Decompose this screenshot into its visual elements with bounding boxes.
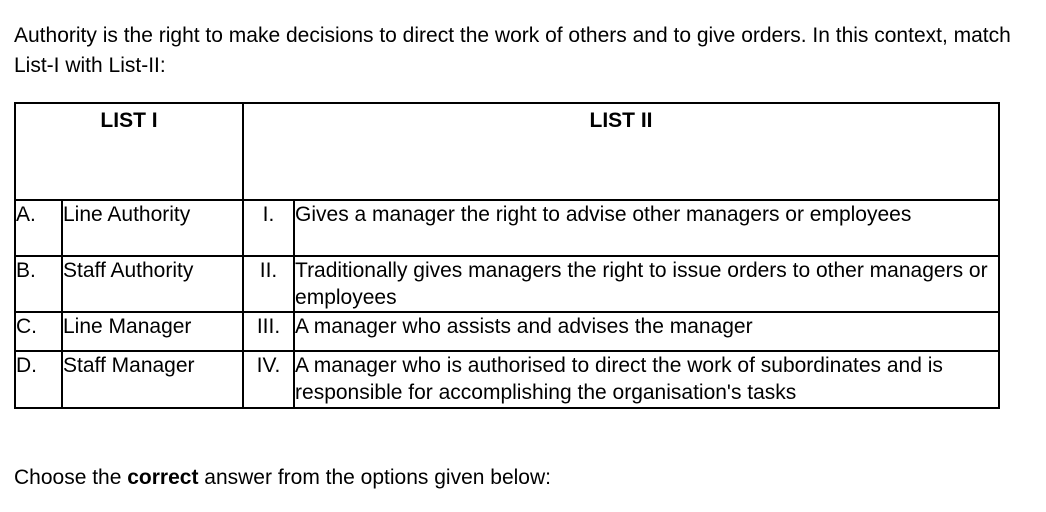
list2-item: Gives a manager the right to advise other managers or employees <box>294 200 999 256</box>
row-roman: I. <box>243 200 294 256</box>
table-header-row <box>15 103 999 200</box>
row-letter: A. <box>15 200 62 256</box>
question-intro: Authority is the right to make decisions to direct the work of others and to give orders. In this context, match List-I with List-II: <box>14 24 1011 77</box>
row-letter: C. <box>15 312 62 351</box>
list1-item: Line Manager <box>62 312 243 351</box>
list1-item: Staff Manager <box>62 351 243 408</box>
table-row <box>15 351 999 408</box>
row-roman: III. <box>243 312 294 351</box>
list2-item: A manager who is authorised to direct the work of subordinates and is responsible for accomplishing the organisation's tasks <box>294 351 999 408</box>
list2-header: LIST II <box>243 103 999 200</box>
table-row <box>15 200 999 256</box>
instruction-text-end: answer from the options given below: <box>198 466 551 489</box>
row-letter: B. <box>15 256 62 312</box>
table-row <box>15 312 999 351</box>
match-table <box>14 102 1000 409</box>
row-roman: II. <box>243 256 294 312</box>
row-roman: IV. <box>243 351 294 408</box>
table-row <box>15 256 999 312</box>
answer-instruction <box>14 464 551 492</box>
list1-item: Staff Authority <box>62 256 243 312</box>
list1-item: Line Authority <box>62 200 243 256</box>
list1-header: LIST I <box>15 103 243 200</box>
list2-item: Traditionally gives managers the right to issue orders to other managers or employees <box>294 256 999 312</box>
row-letter: D. <box>15 351 62 408</box>
instruction-text-start: Choose the <box>14 466 128 489</box>
instruction-emphasis: correct <box>127 466 199 489</box>
list2-item: A manager who assists and advises the manager <box>294 312 999 351</box>
